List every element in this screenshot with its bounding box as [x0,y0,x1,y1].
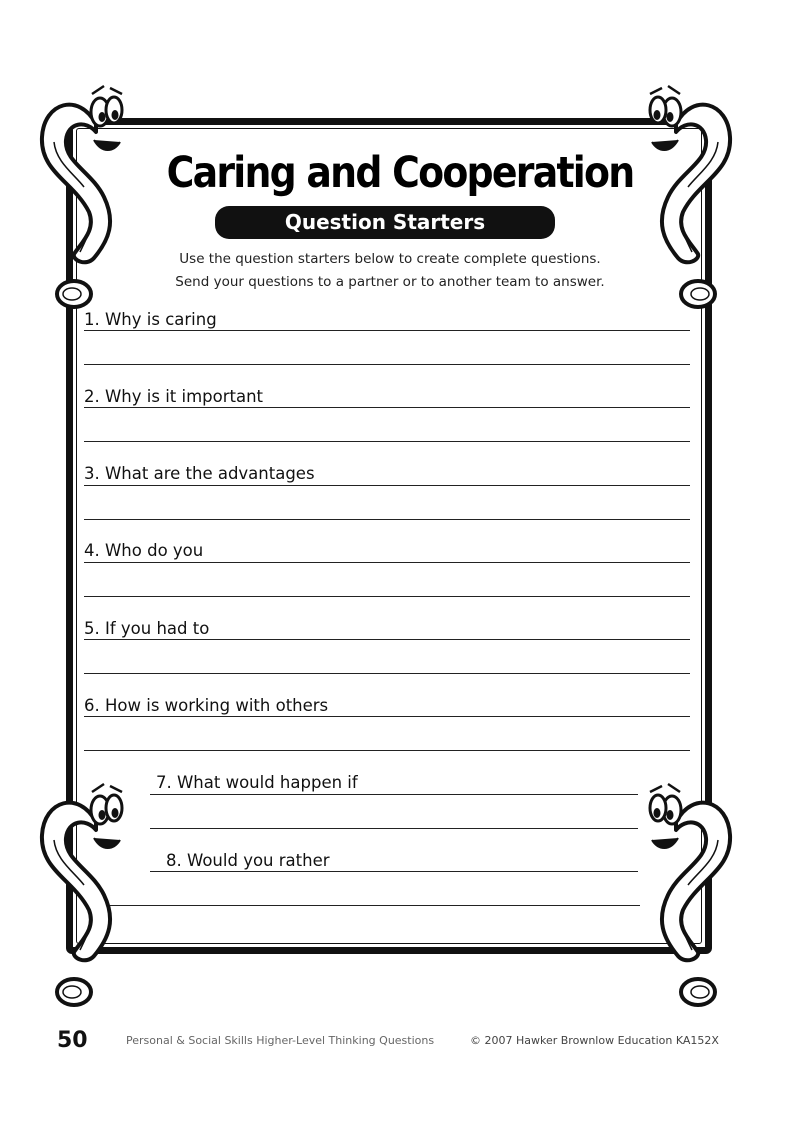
instructions [120,248,660,294]
answer-line[interactable] [84,639,690,640]
answer-line[interactable] [110,905,640,906]
question-prompt: 8. Would you rather [166,851,330,870]
answer-line[interactable] [84,716,690,717]
instructions-line: Use the question starters below to create complete questions. [179,251,601,267]
instructions-line: Send your questions to a partner or to another team to answer. [175,274,605,290]
answer-line[interactable] [84,364,690,365]
question-mark-creature-icon [628,760,738,1010]
answer-line[interactable] [84,330,690,331]
question-mark-creature-icon [34,760,144,1010]
question-prompt: 6. How is working with others [84,696,329,715]
page-number: 50 [57,1028,88,1053]
question-prompt: 3. What are the advantages [84,464,315,483]
question-prompt: 1. Why is caring [84,310,217,329]
answer-line[interactable] [84,673,690,674]
answer-line[interactable] [84,441,690,442]
question-prompt: 7. What would happen if [156,773,358,792]
answer-line[interactable] [84,562,690,563]
answer-line[interactable] [84,485,690,486]
answer-line[interactable] [150,828,638,829]
answer-line[interactable] [84,596,690,597]
answer-line[interactable] [84,750,690,751]
answer-line[interactable] [150,871,638,872]
copyright-notice: © 2007 Hawker Brownlow Education KA152X [470,1034,719,1047]
answer-line[interactable] [150,794,638,795]
answer-line[interactable] [84,407,690,408]
subtitle-banner: Question Starters [215,206,555,239]
question-prompt: 5. If you had to [84,619,210,638]
answer-line[interactable] [84,519,690,520]
question-prompt: 2. Why is it important [84,387,264,406]
book-title: Personal & Social Skills Higher-Level Thinking Questions [126,1034,435,1047]
page-title: Caring and Cooperation [166,148,634,198]
question-prompt: 4. Who do you [84,541,204,560]
